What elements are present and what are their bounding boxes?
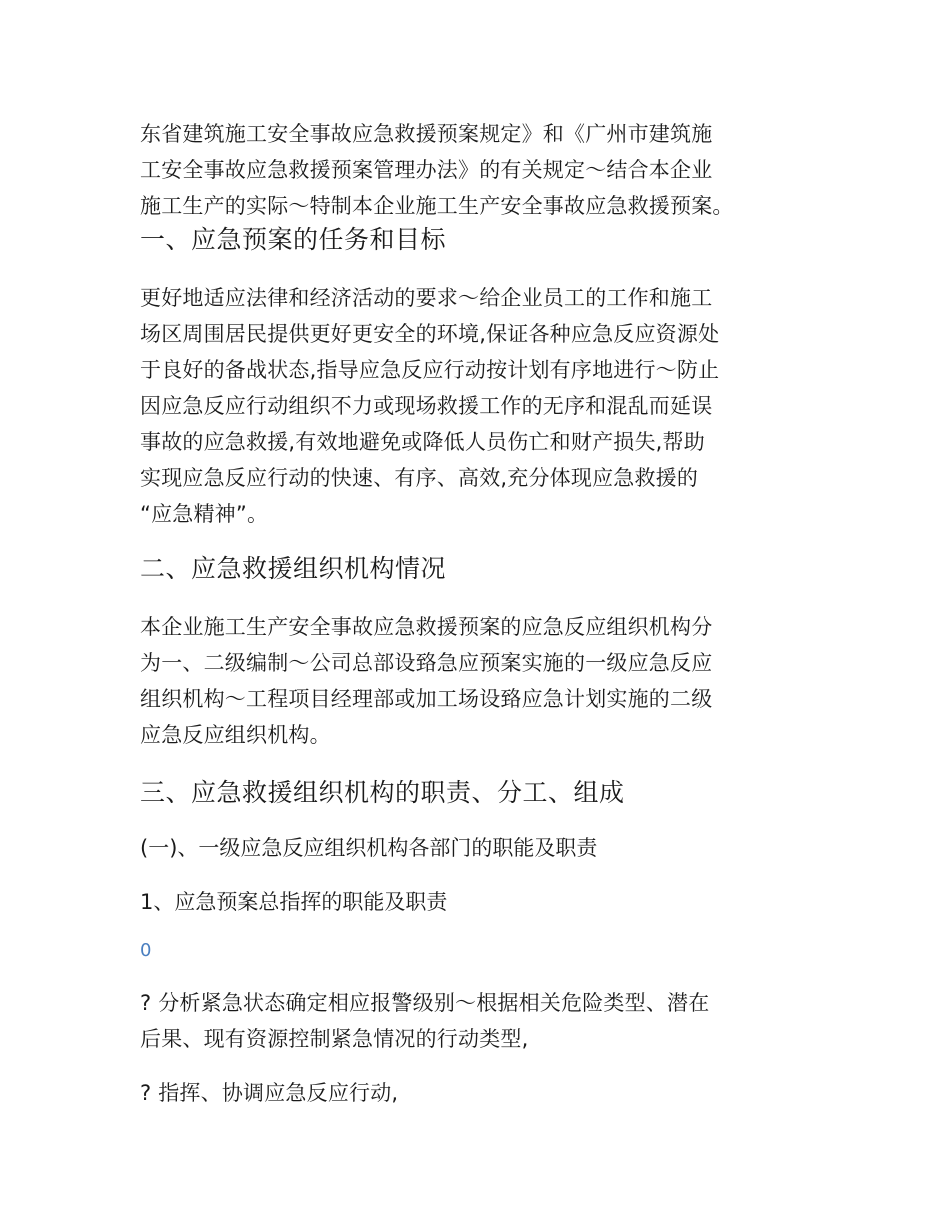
- text-line: ? 分析紧急状态确定相应报警级别～根据相关危险类型、潜在: [140, 991, 710, 1015]
- text-line: 实现应急反应行动的快速、有序、高效,充分体现应急救援的: [140, 466, 699, 490]
- item1-paragraph: [140, 985, 820, 1057]
- text-line: 应急反应组织机构。: [140, 723, 331, 747]
- intro-paragraph: [140, 116, 820, 224]
- marker-text: 0: [140, 940, 152, 961]
- text-line: ? 指挥、协调应急反应行动,: [140, 1081, 399, 1105]
- text-line: 场区周围居民提供更好更安全的环境,保证各种应急反应资源处: [140, 322, 720, 346]
- text-line: 为一、二级编制～公司总部设臵急应预案实施的一级应急反应: [140, 651, 713, 675]
- section-heading-2: 二、应急救援组织机构情况: [140, 554, 447, 583]
- item2-paragraph: [140, 1075, 820, 1111]
- text-line: 组织机构～工程项目经理部或加工场设臵应急计划实施的二级: [140, 687, 713, 711]
- section-heading-1: 一、应急预案的任务和目标: [140, 225, 447, 254]
- text-line: 更好地适应法律和经济活动的要求～给企业员工的工作和施工: [140, 286, 713, 310]
- text-line: 施工生产的实际～特制本企业施工生产安全事故应急救援预案。: [140, 194, 734, 218]
- text-line: 工安全事故应急救援预案管理办法》的有关规定～结合本企业: [140, 158, 713, 182]
- text-line: 事故的应急救援,有效地避免或降低人员伤亡和财产损失,帮助: [140, 430, 705, 454]
- text-line: 因应急反应行动组织不力或现场救援工作的无序和混乱而延误: [140, 394, 713, 418]
- text-line: 东省建筑施工安全事故应急救援预案规定》和《广州市建筑施: [140, 122, 713, 146]
- subsection-heading-1: (一)、一级应急反应组织机构各部门的职能及职责: [140, 836, 598, 860]
- text-line: “应急精神”。: [140, 502, 269, 526]
- subsection-heading-2: 1、应急预案总指挥的职能及职责: [140, 890, 448, 914]
- section2-paragraph: [140, 609, 820, 753]
- text-line: 于良好的备战状态,指导应急反应行动按计划有序地进行～防止: [140, 358, 720, 382]
- text-line: 本企业施工生产安全事故应急救援预案的应急反应组织机构分: [140, 615, 713, 639]
- section1-paragraph: [140, 280, 820, 532]
- section-heading-3: 三、应急救援组织机构的职责、分工、组成: [140, 778, 625, 807]
- text-line: 后果、现有资源控制紧急情况的行动类型,: [140, 1027, 529, 1051]
